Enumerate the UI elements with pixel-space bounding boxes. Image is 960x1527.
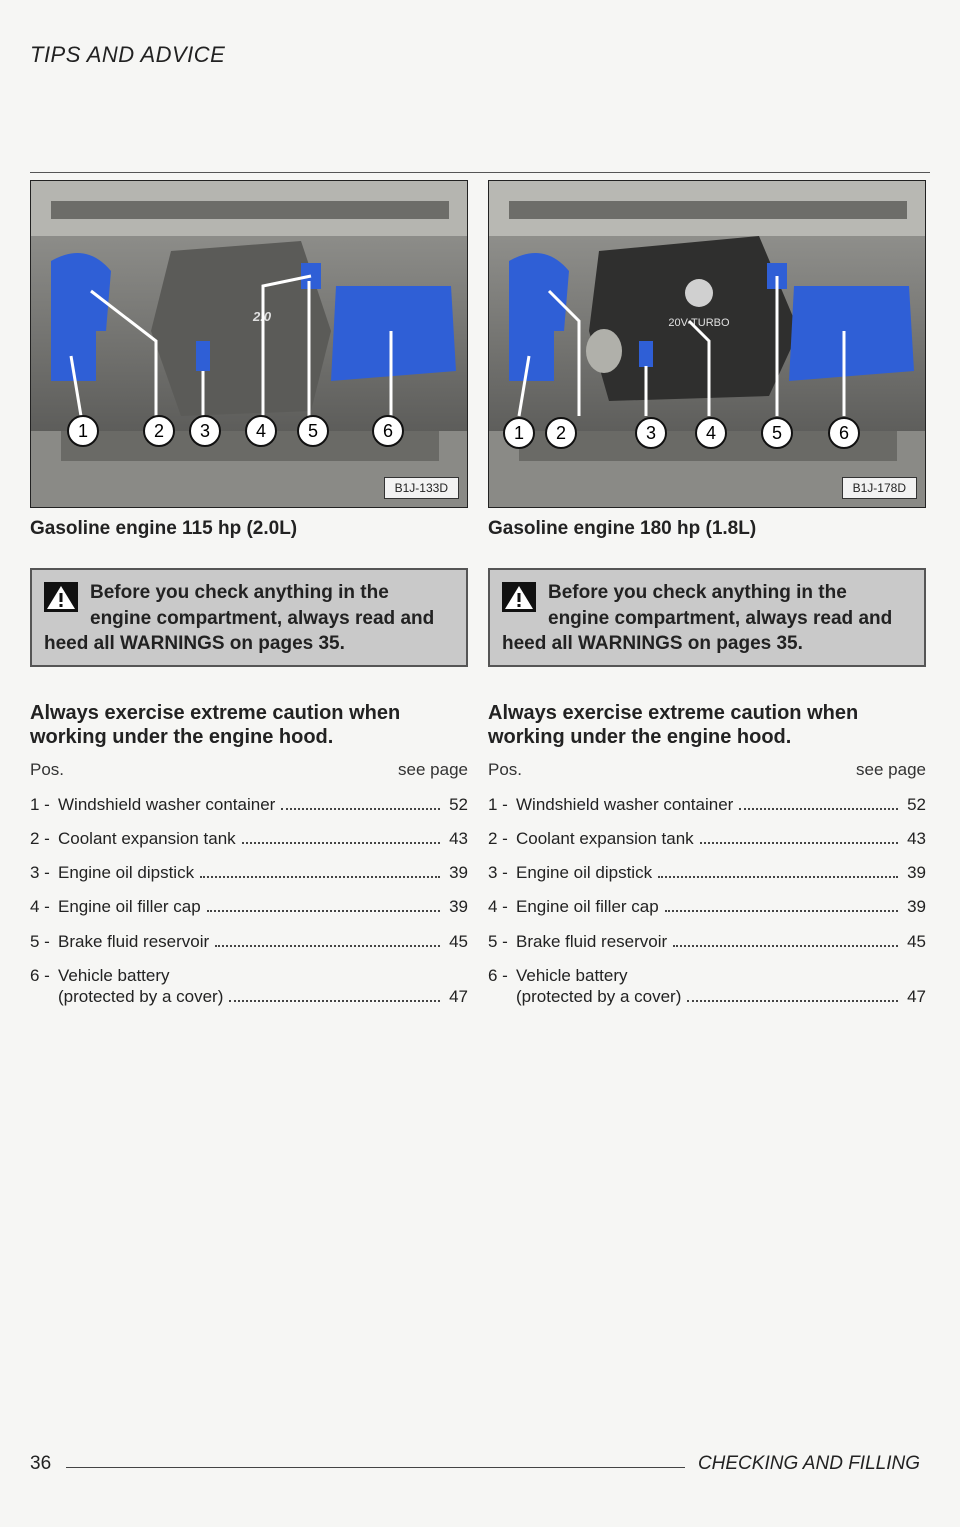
pos-label: Pos.: [488, 759, 523, 779]
footer-rule: [66, 1467, 685, 1468]
caution-text: Always exercise extreme caution when working under the engine hood.: [30, 701, 401, 749]
pos-header: [30, 760, 468, 780]
component-list: [488, 794, 926, 1008]
list-item: 3 - Engine oil dipstick 39: [488, 863, 926, 883]
engine-badge: 2.0: [253, 309, 272, 324]
callout-1: 1: [77, 421, 89, 441]
header-rule: [30, 172, 930, 173]
engine-illustration: [489, 181, 926, 508]
callout-6: 6: [382, 421, 394, 441]
list-item: 2 - Coolant expansion tank 43: [488, 828, 926, 848]
list-item: 5 - Brake fluid reservoir 45: [488, 931, 926, 951]
list-item: 1 - Windshield washer container 52: [30, 794, 468, 814]
figure-caption: Gasoline engine 115 hp (2.0L): [30, 518, 298, 539]
section-title: CHECKING AND FILLING: [697, 1453, 920, 1474]
callout-3: 3: [645, 423, 657, 443]
caution-text: Always exercise extreme caution when working under the engine hood.: [488, 701, 859, 749]
list-item: 1 - Windshield washer container 52: [488, 794, 926, 814]
page-footer: [30, 1453, 930, 1483]
figure-caption: Gasoline engine 180 hp (1.8L): [488, 518, 757, 539]
list-item: 5 - Brake fluid reservoir 45: [30, 931, 468, 951]
engine-illustration: [31, 181, 468, 508]
callout-2: 2: [153, 421, 165, 441]
callout-1: 1: [513, 423, 525, 443]
callout-5: 5: [771, 423, 783, 443]
warning-text: Before you check anything in the engine compartment, always read and heed all WARNINGS on pages 35.: [502, 582, 893, 655]
list-item: 3 - Engine oil dipstick 39: [30, 863, 468, 883]
list-item: 4 - Engine oil filler cap 39: [30, 897, 468, 917]
left-column: [30, 180, 468, 1020]
callout-5: 5: [307, 421, 319, 441]
list-item: 6 - Vehicle battery (protected by a cover) 47: [30, 965, 468, 1007]
warning-icon: [44, 582, 78, 612]
callout-3: 3: [199, 421, 211, 441]
list-item: 6 - Vehicle battery (protected by a cover) 47: [488, 965, 926, 1007]
engine-photo-1: [30, 180, 468, 508]
callout-4: 4: [705, 423, 717, 443]
warning-box: [30, 568, 468, 667]
right-column: [488, 180, 926, 1020]
callout-4: 4: [255, 421, 267, 441]
image-code: B1J-133D: [384, 477, 459, 499]
list-item: 4 - Engine oil filler cap 39: [488, 897, 926, 917]
see-page-label: see page: [856, 759, 926, 779]
page-header: TIPS AND ADVICE: [30, 42, 226, 67]
page-number: 36: [30, 1453, 52, 1474]
image-code: B1J-178D: [842, 477, 917, 499]
callout-6: 6: [838, 423, 850, 443]
engine-badge: 20V-TURBO: [668, 317, 730, 329]
pos-label: Pos.: [30, 759, 65, 779]
warning-box: [488, 568, 926, 667]
pos-header: [488, 760, 926, 780]
list-item: 2 - Coolant expansion tank 43: [30, 828, 468, 848]
warning-text: Before you check anything in the engine compartment, always read and heed all WARNINGS on pages 35.: [44, 582, 435, 655]
component-list: [30, 794, 468, 1008]
engine-photo-2: [488, 180, 926, 508]
warning-icon: [502, 582, 536, 612]
see-page-label: see page: [398, 759, 468, 779]
callout-2: 2: [555, 423, 567, 443]
